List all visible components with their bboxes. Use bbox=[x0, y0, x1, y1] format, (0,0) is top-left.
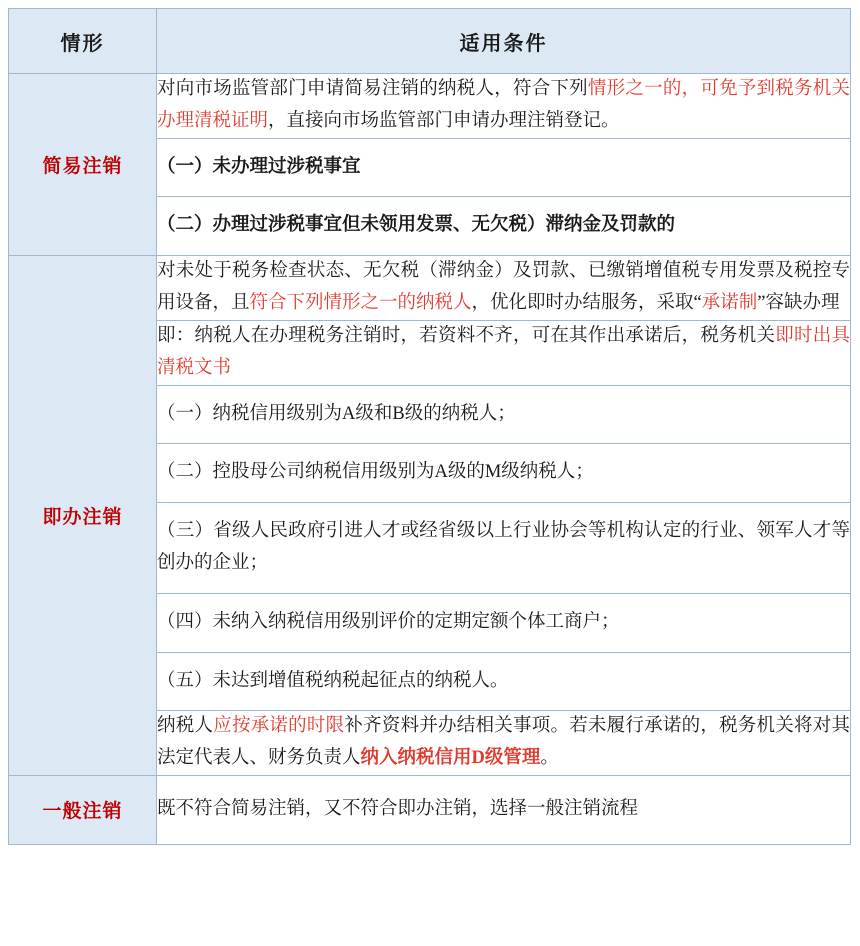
condition-block bbox=[157, 74, 851, 139]
text-segment: （四）未纳入纳税信用级别评价的定期定额个体工商户； bbox=[157, 611, 620, 632]
text-segment: 补齐资料并办结相关事项。若未履行承诺的，税务机关将对其法定代表人、财务负责人 bbox=[157, 716, 850, 769]
case-label-immediate: 即办注销 bbox=[9, 256, 157, 776]
condition-block bbox=[157, 385, 851, 444]
table-row bbox=[9, 74, 851, 139]
tax-cancellation-table bbox=[8, 8, 851, 845]
table-body bbox=[9, 9, 851, 845]
text-segment: （三）省级人民政府引进人才或经省级以上行业协会等机构认定的行业、领军人才等创办的企业； bbox=[157, 521, 850, 573]
table-header-row bbox=[9, 9, 851, 74]
text-segment: （二）控股母公司纳税信用级别为A级的M级纳税人； bbox=[157, 462, 594, 483]
text-segment: 。 bbox=[540, 748, 559, 769]
table-row bbox=[9, 256, 851, 321]
condition-block bbox=[157, 711, 851, 776]
header-case: 情形 bbox=[9, 9, 157, 74]
text-segment-highlight: 情形之一的， bbox=[587, 79, 701, 99]
text-segment-highlight: 承诺制 bbox=[701, 293, 758, 314]
condition-block bbox=[157, 256, 851, 321]
text-segment: （五）未达到增值税纳税起征点的纳税人。 bbox=[157, 670, 509, 691]
text-segment: ”容缺办理 bbox=[757, 293, 840, 314]
header-condition: 适用条件 bbox=[157, 9, 851, 74]
case-label-general: 一般注销 bbox=[9, 776, 157, 845]
text-segment: ，直接向市场监管部门申请办理注销登记。 bbox=[268, 110, 620, 131]
text-segment: 纳税人 bbox=[157, 716, 214, 737]
text-segment-highlight: 即时出具清税文书 bbox=[157, 325, 850, 378]
text-segment: ，优化即时办结服务，采取“ bbox=[471, 293, 702, 314]
table-row bbox=[9, 776, 851, 845]
condition-block bbox=[157, 593, 851, 652]
text-segment-highlight: 符合下列情形之一的纳税人 bbox=[249, 293, 472, 314]
condition-block bbox=[157, 138, 851, 197]
text-segment-highlight: 应按承诺的时限 bbox=[213, 716, 345, 737]
condition-block bbox=[157, 444, 851, 503]
text-segment-highlight-bold: 纳入纳税信用D级管理 bbox=[360, 748, 541, 769]
text-segment-bold: （一）未办理过涉税事宜 bbox=[157, 156, 361, 177]
text-segment: 对未处于税务检查状态、无欠税（滞纳金）及罚款、已缴销增值税专用发票及税控专用设备，且 bbox=[157, 261, 850, 314]
condition-block bbox=[157, 652, 851, 711]
condition-block bbox=[157, 320, 851, 385]
text-segment-bold: （二）办理过涉税事宜但未领用发票、无欠税）滞纳金及罚款的 bbox=[157, 215, 676, 236]
text-segment: 即：纳税人在办理税务注销时，若资料不齐，可在其作出承诺后，税务机关 bbox=[157, 325, 776, 346]
text-segment-highlight: 可免予到税务机关办理清税证明 bbox=[157, 79, 850, 131]
text-segment: （一）纳税信用级别为A级和B级的纳税人； bbox=[157, 403, 516, 424]
condition-block bbox=[157, 503, 851, 594]
condition-block bbox=[157, 776, 851, 845]
text-segment: 对向市场监管部门申请简易注销的纳税人，符合下列 bbox=[157, 79, 588, 99]
case-label-simple: 简易注销 bbox=[9, 74, 157, 256]
text-segment: 既不符合简易注销，又不符合即办注销，选择一般注销流程 bbox=[157, 799, 639, 819]
condition-block bbox=[157, 197, 851, 256]
